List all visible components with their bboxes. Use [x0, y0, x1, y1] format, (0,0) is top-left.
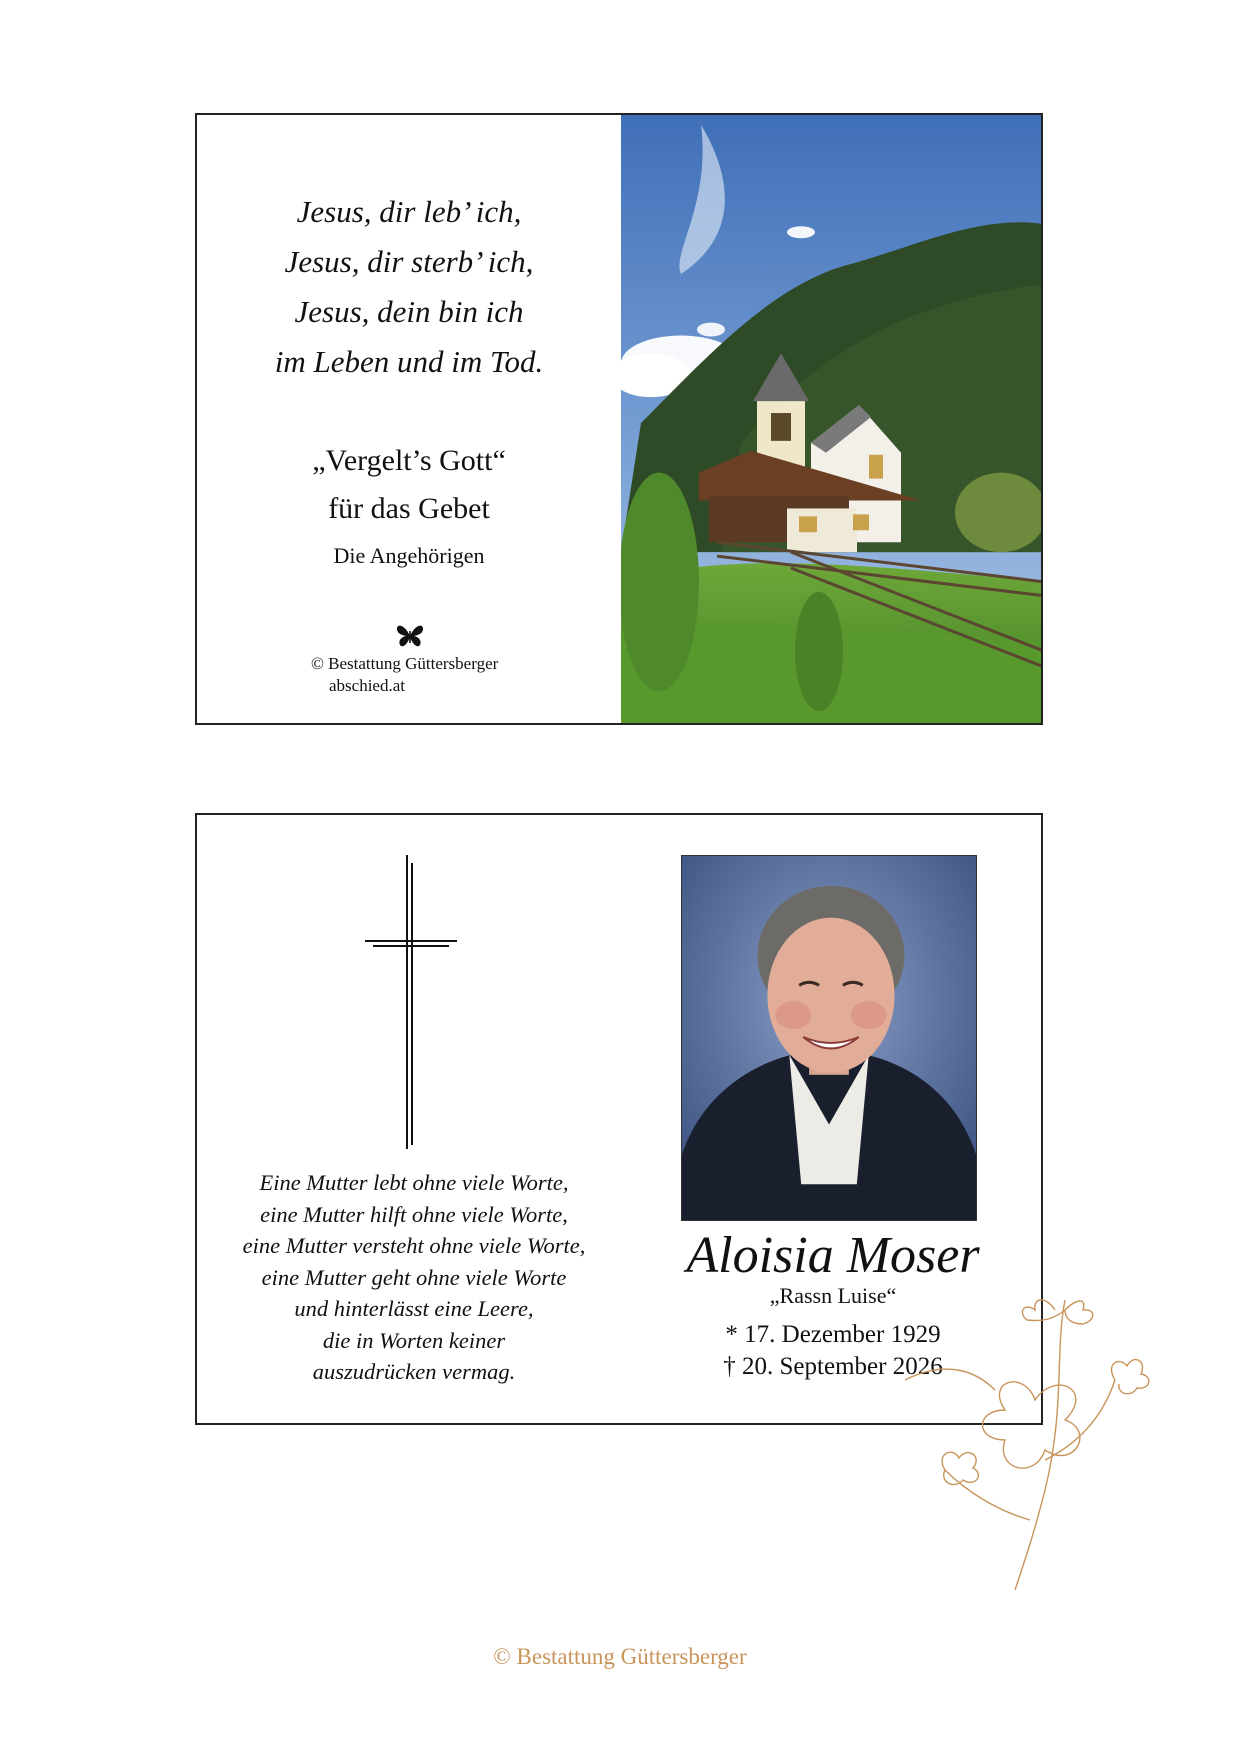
- cross-icon: [365, 855, 457, 1149]
- poem-line: eine Mutter versteht ohne viele Worte,: [242, 1233, 586, 1258]
- portrait-photo: [681, 855, 977, 1221]
- prayer: [197, 187, 621, 387]
- front-card: [195, 113, 1043, 725]
- flower-decoration-icon: [905, 1290, 1215, 1590]
- prayer-line: Jesus, dein bin ich: [294, 294, 524, 329]
- poem-line: auszudrücken vermag.: [312, 1359, 516, 1384]
- poem-line: Eine Mutter lebt ohne viele Worte,: [259, 1170, 569, 1195]
- poem-line: eine Mutter geht ohne viele Worte: [261, 1264, 567, 1290]
- nickname: „Rassn Luise“: [769, 1283, 897, 1308]
- footer-copyright: © Bestattung Güttersberger: [493, 1644, 747, 1669]
- prayer-line: Jesus, dir sterb’ ich,: [284, 244, 534, 279]
- thanks-line: „Vergelt’s Gott“: [312, 444, 506, 477]
- poem-line: eine Mutter hilft ohne viele Worte,: [260, 1201, 568, 1227]
- deceased-name: Aloisia Moser: [686, 1227, 980, 1284]
- poem-line: die in Worten keiner: [322, 1327, 506, 1353]
- copyright-text: © Bestattung Güttersberger: [311, 654, 499, 673]
- front-text-panel: [197, 115, 621, 723]
- birth-date: * 17. Dezember 1929: [725, 1321, 941, 1348]
- death-date: † 20. September 2026: [723, 1353, 943, 1380]
- copyright-front: [311, 653, 498, 697]
- thanks-block: [197, 437, 621, 575]
- thanks-line: für das Gebet: [328, 492, 490, 525]
- prayer-line: Jesus, dir leb’ ich,: [296, 194, 522, 229]
- poem: [197, 1167, 631, 1388]
- poem-line: und hinterlässt eine Leere,: [294, 1296, 534, 1321]
- church-landscape-photo: [621, 115, 1043, 723]
- butterfly-icon: [395, 623, 425, 649]
- prayer-line: im Leben und im Tod.: [274, 344, 544, 379]
- website-text: abschied.at: [329, 676, 405, 695]
- signature: Die Angehörigen: [333, 543, 485, 568]
